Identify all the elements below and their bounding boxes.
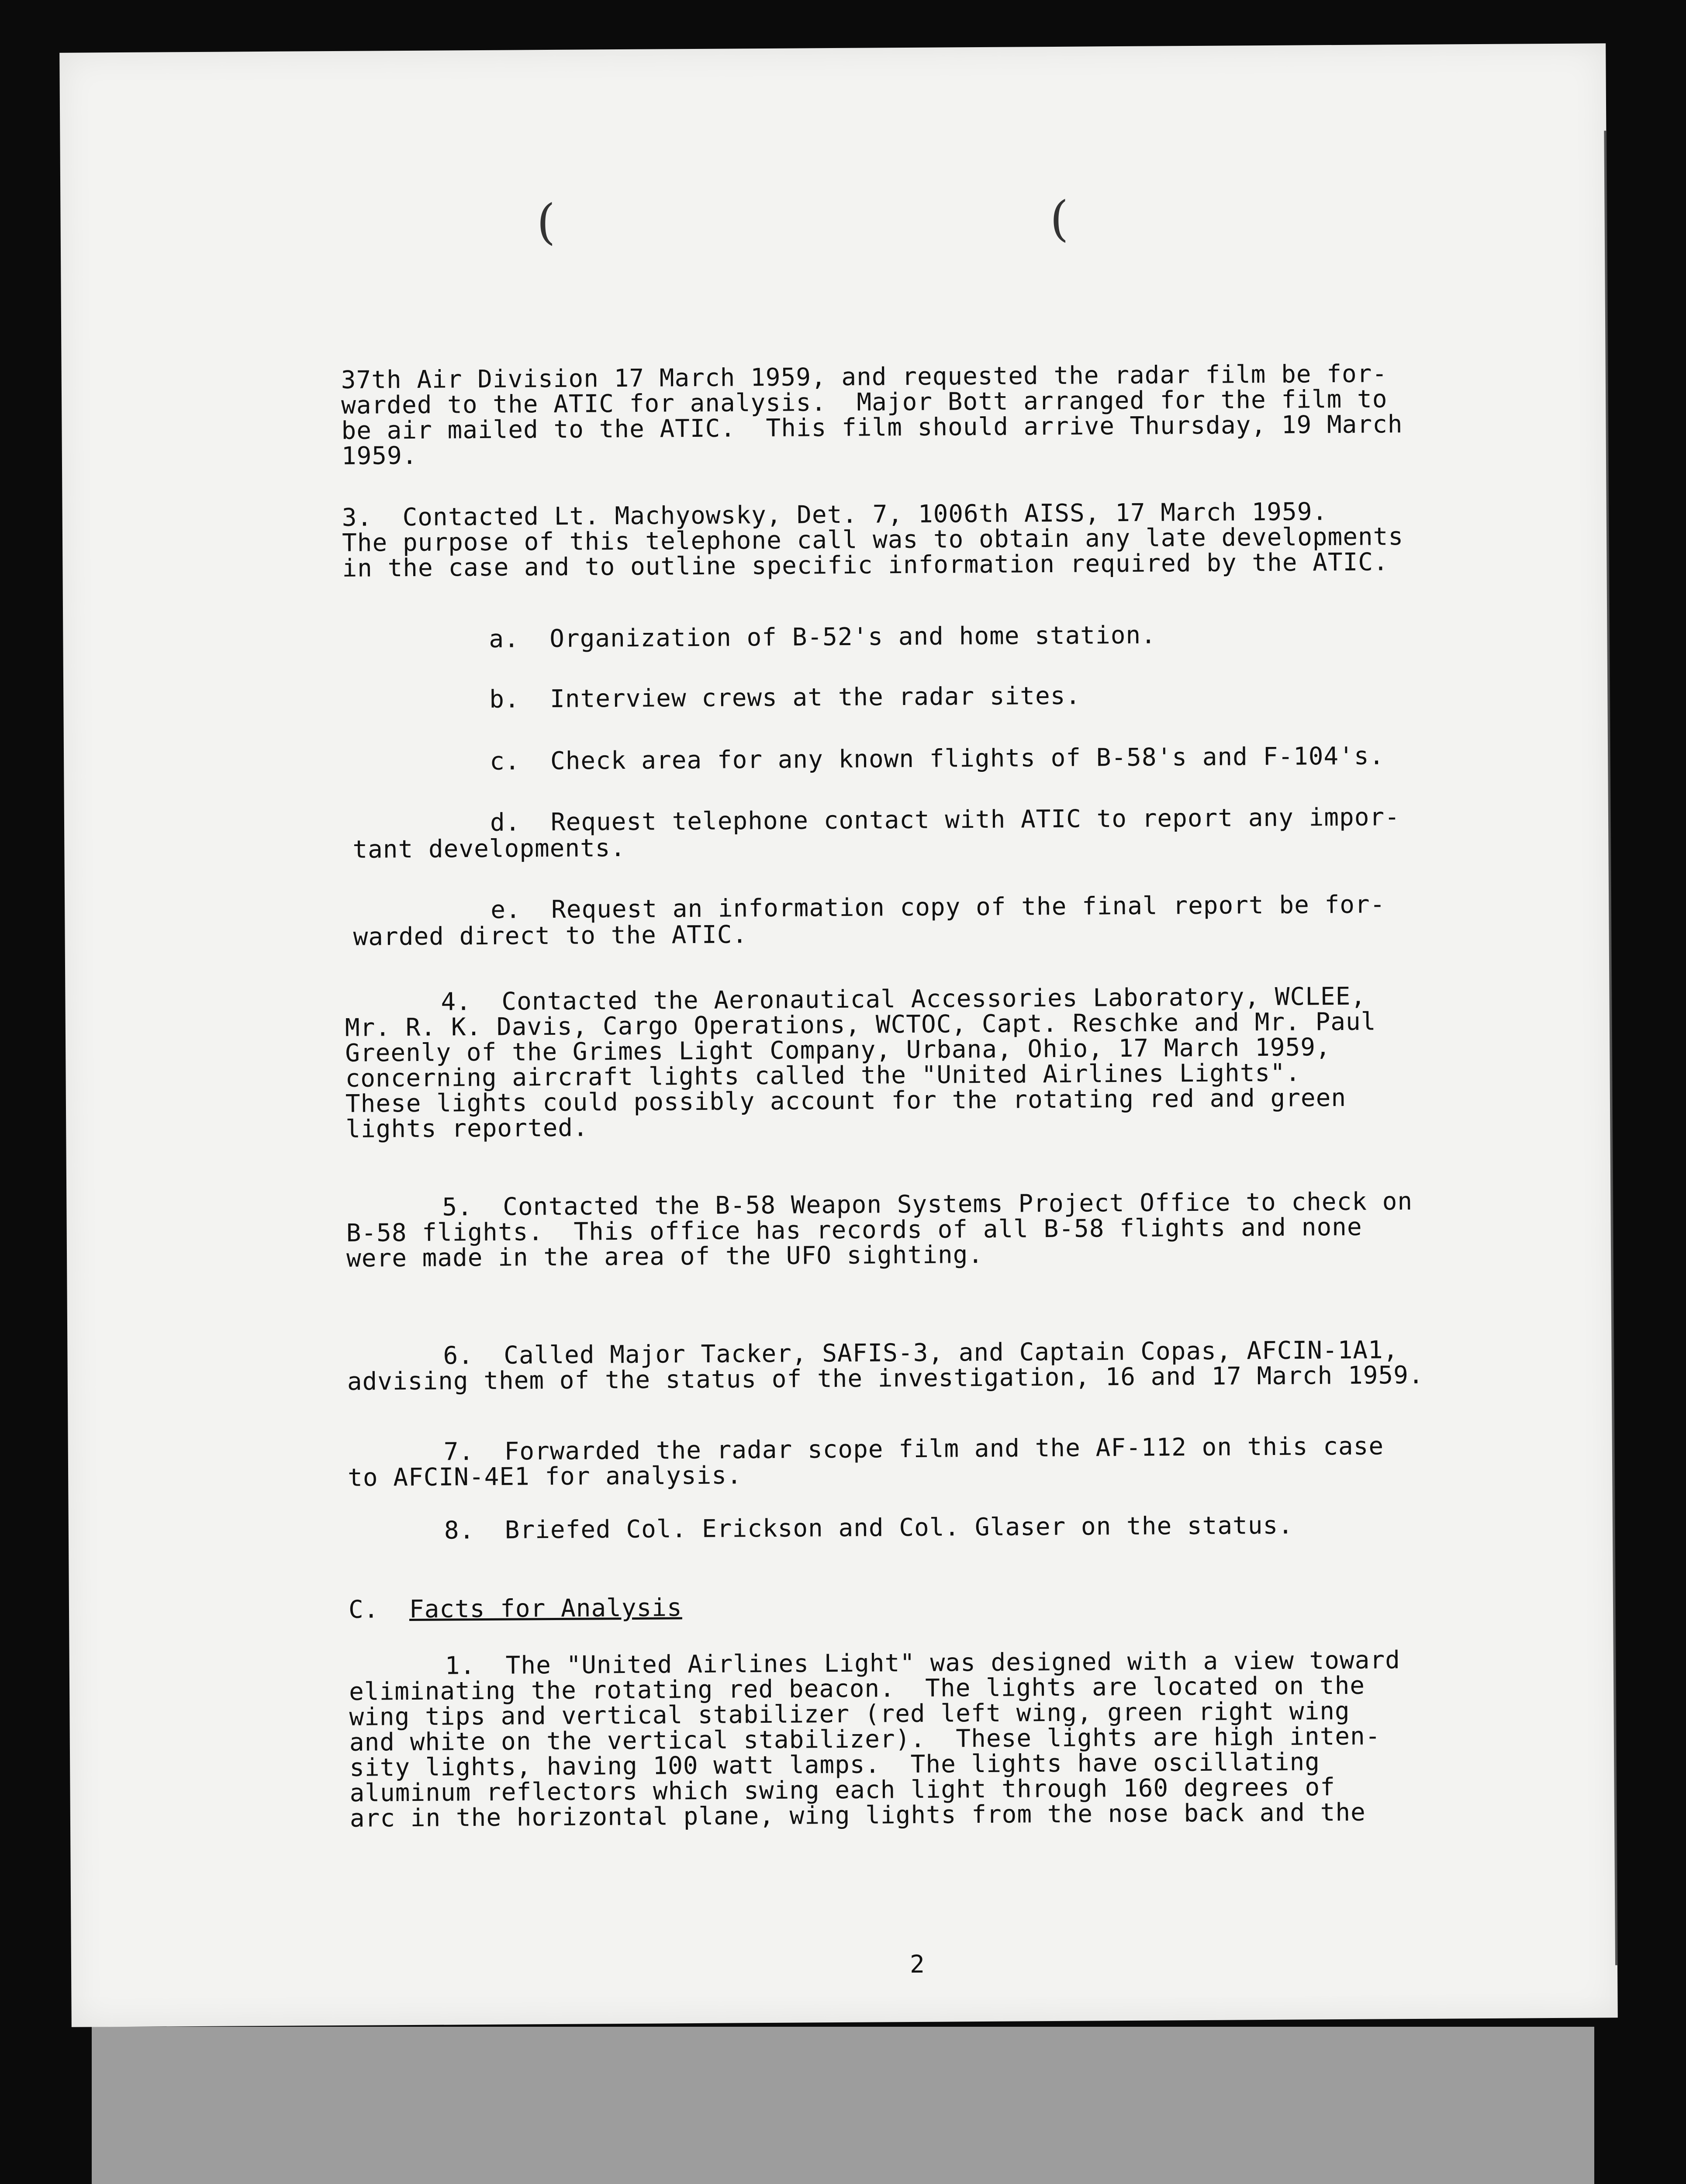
- punch-mark-right: (: [1050, 190, 1069, 247]
- paragraph-6-line: 6. Called Major Tacker, SAFIS-3, and Captain Copas, AFCIN-1A1,: [443, 1336, 1399, 1370]
- list-item-e: e. Request an information copy of the final report be for-: [491, 890, 1385, 924]
- page-number: 2: [909, 1950, 925, 1979]
- facts-paragraph-line: aluminum reflectors which swing each light through 160 degrees of: [349, 1773, 1336, 1807]
- body-line: 1959.: [341, 441, 418, 470]
- paragraph-4-line: Greenly of the Grimes Light Company, Urbana, Ohio, 17 March 1959,: [345, 1033, 1331, 1068]
- paragraph-4-line: lights reported.: [345, 1113, 588, 1144]
- section-c-heading: [349, 1595, 682, 1623]
- facts-paragraph-line: arc in the horizontal plane, wing lights from the nose back and the: [349, 1798, 1366, 1833]
- facts-paragraph-line: wing tips and vertical stabilizer (red left wing, green right wing: [349, 1697, 1350, 1731]
- list-item-e-cont: warded direct to the ATIC.: [353, 920, 748, 951]
- paragraph-4-line: These lights could possibly account for the rotating red and green: [345, 1083, 1347, 1118]
- body-line: warded to the ATIC for analysis. Major Bott arranged for the film to: [341, 385, 1388, 420]
- facts-paragraph-line: sity lights, having 100 watt lamps. The lights have oscillating: [349, 1748, 1320, 1782]
- paragraph-3-line: in the case and to outline specific information required by the ATIC.: [342, 548, 1389, 583]
- document-page: [59, 43, 1618, 2027]
- paragraph-5-line: B-58 flights. This office has records of all B-58 flights and none: [346, 1213, 1362, 1248]
- paragraph-6-line: advising them of the status of the investigation, 16 and 17 March 1959.: [347, 1361, 1424, 1396]
- paragraph-7-line: to AFCIN-4E1 for analysis.: [347, 1461, 742, 1492]
- section-letter: C.: [348, 1595, 379, 1624]
- paragraph-5-line: 5. Contacted the B-58 Weapon Systems Project Office to check on: [442, 1187, 1413, 1222]
- paragraph-8: 8. Briefed Col. Erickson and Col. Glaser on the status.: [444, 1511, 1294, 1545]
- film-margin: [92, 2027, 1594, 2184]
- paragraph-4-line: 4. Contacted the Aeronautical Accessories Laboratory, WCLEE,: [441, 982, 1366, 1016]
- facts-paragraph-line: 1. The "United Airlines Light" was designed with a view toward: [445, 1646, 1401, 1680]
- paragraph-5-line: were made in the area of the UFO sighting.: [346, 1240, 984, 1273]
- paragraph-3-line: 3. Contacted Lt. Machyowsky, Det. 7, 1006th AISS, 17 March 1959.: [342, 498, 1328, 532]
- list-item-c: c. Check area for any known flights of B-58's and F-104's.: [489, 742, 1385, 776]
- punch-mark-left: (: [536, 194, 556, 250]
- facts-paragraph-line: and white on the vertical stabilizer). These lights are high inten-: [349, 1722, 1381, 1757]
- list-item-d: d. Request telephone contact with ATIC to report any impor-: [490, 803, 1400, 837]
- facts-paragraph-line: eliminating the rotating red beacon. The lights are located on the: [349, 1671, 1365, 1706]
- paragraph-4-line: concerning aircraft lights called the "United Airlines Lights".: [345, 1058, 1301, 1093]
- body-line: be air mailed to the ATIC. This film should arrive Thursday, 19 March: [341, 410, 1403, 445]
- section-title: Facts for Analysis: [409, 1593, 682, 1624]
- list-item-a: a. Organization of B-52's and home station.: [489, 621, 1157, 653]
- paragraph-3-line: The purpose of this telephone call was to obtain any late developments: [342, 522, 1404, 557]
- paragraph-7-line: 7. Forwarded the radar scope film and the AF-112 on this case: [443, 1432, 1384, 1466]
- list-item-d-cont: tant developments.: [352, 833, 626, 864]
- list-item-b: b. Interview crews at the radar sites.: [489, 681, 1081, 714]
- body-line: 37th Air Division 17 March 1959, and requested the radar film be for-: [341, 359, 1388, 394]
- paragraph-4-line: Mr. R. K. Davis, Cargo Operations, WCTOC, Capt. Reschke and Mr. Paul: [345, 1007, 1376, 1042]
- page-edge-rule: [1604, 131, 1618, 1965]
